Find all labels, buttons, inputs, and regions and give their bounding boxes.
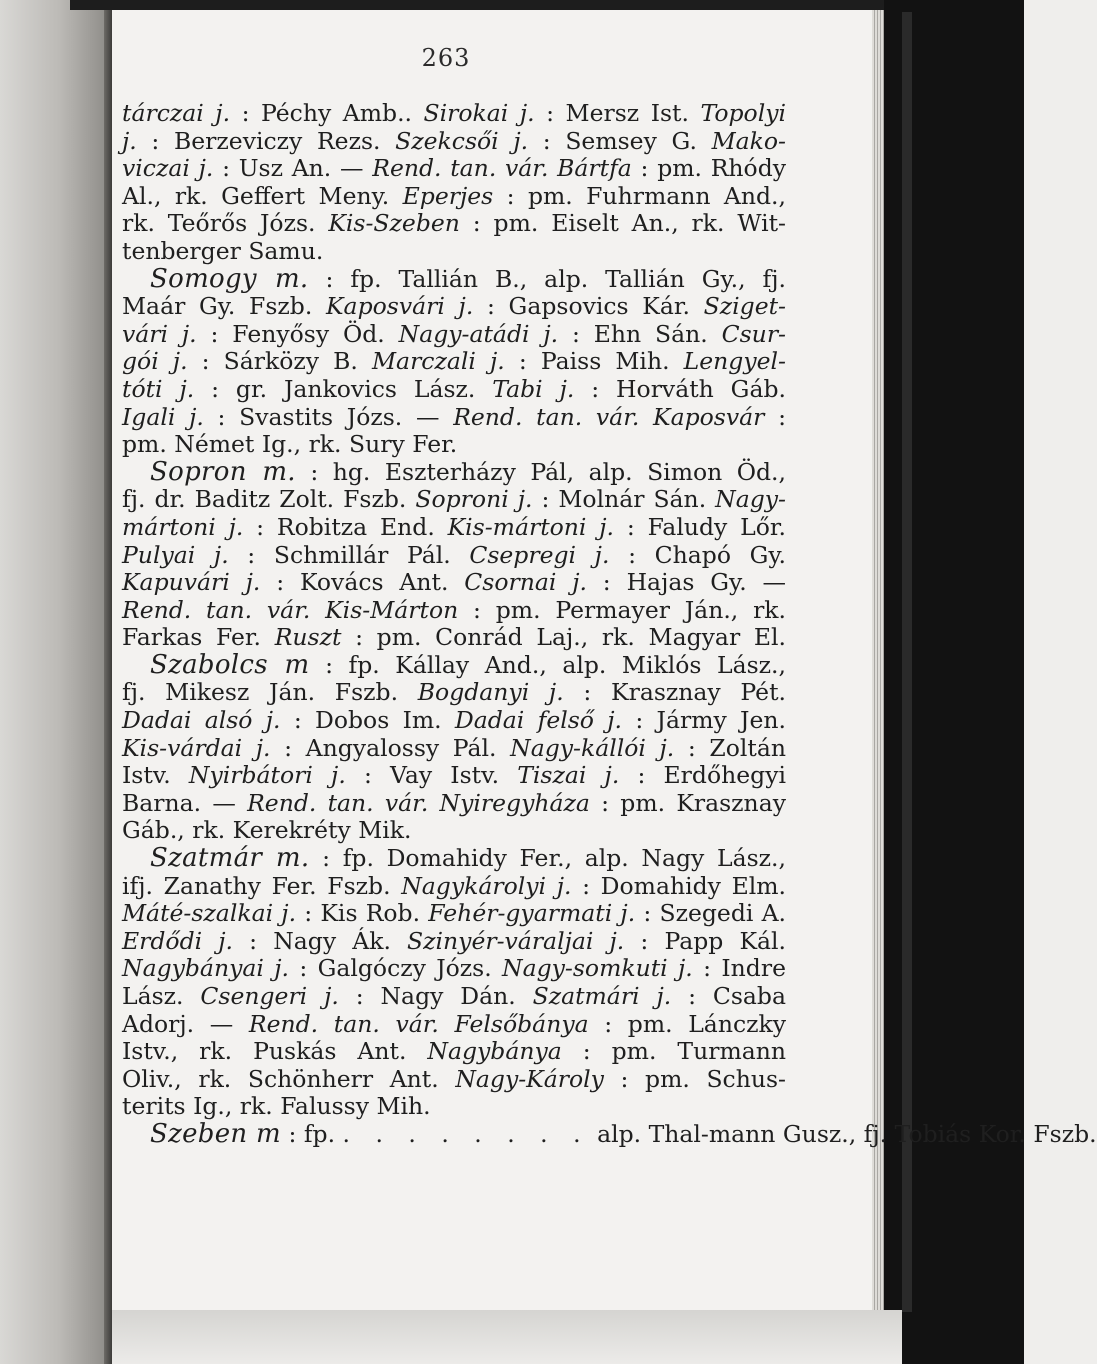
place-name: Rend. tan. vár. Bártfa <box>372 154 632 183</box>
place-name: Dadai alsó j. <box>122 706 281 735</box>
bottom-shadow <box>112 1310 902 1364</box>
text-run: Gáb., rk. Kerekréty Mik. <box>122 816 412 845</box>
text-run: : pm. Schus- <box>603 1064 786 1093</box>
text-line <box>122 263 786 294</box>
place-name: Tabi j. <box>492 374 575 403</box>
text-run: : gr. Jankovics Lász. <box>194 374 493 403</box>
place-name: vári j. <box>122 319 197 348</box>
text-line <box>122 569 786 597</box>
text-run: : Domahidy Elm. <box>571 871 787 900</box>
text-run: : Nagy Ák. <box>233 926 408 955</box>
text-line <box>122 238 786 266</box>
place-name: Rend. tan. vár. Kaposvár <box>453 402 765 431</box>
place-name: mártoni j. <box>122 512 244 541</box>
text-line <box>122 348 786 376</box>
place-name: Erdődi j. <box>122 926 234 955</box>
text-run: fj. dr. Baditz Zolt. Fszb. <box>122 485 416 514</box>
text-line <box>122 542 786 570</box>
text-line <box>122 845 786 873</box>
text-run: : Schmillár Pál. <box>228 540 470 569</box>
text-line <box>122 790 786 818</box>
place-name: Nagy- <box>715 485 786 514</box>
text-run: : Paiss Mih. <box>504 347 684 376</box>
text-line <box>122 431 786 459</box>
county-heading: Szatmár m. <box>150 843 310 874</box>
text-run: : Berzeviczy Rezs. <box>136 126 396 155</box>
place-name: Nagy-Károly <box>455 1064 604 1093</box>
text-run: : Péchy Amb.. <box>230 99 424 127</box>
text-line <box>122 376 786 404</box>
text-line <box>122 817 786 845</box>
text-run: : Zoltán <box>674 733 786 762</box>
cover-edge <box>902 12 912 1312</box>
text-line <box>122 928 786 956</box>
text-run: : Angyalossy Pál. <box>270 733 511 762</box>
text-run: : Semsey G. <box>528 126 712 155</box>
text-line <box>122 1118 1097 1149</box>
county-heading: Szeben m <box>150 1118 281 1149</box>
text-run: : Fenyősy Öd. <box>196 319 399 348</box>
place-name: Bogdanyi j. <box>417 678 564 707</box>
place-name: j. <box>122 126 137 155</box>
text-line <box>122 321 786 349</box>
place-name: Fehér-gyarmati j. <box>428 899 636 928</box>
text-run: : Usz An. — <box>213 154 373 183</box>
text-line <box>122 735 786 763</box>
text-run: : hg. Eszterházy Pál, alp. Simon Öd., <box>295 457 787 486</box>
text-run: : Galgóczy Józs. <box>288 954 503 983</box>
text-run: : pm. Turmann <box>561 1037 787 1066</box>
text-run: fj. Mikesz Ján. Fszb. <box>122 678 418 707</box>
text-run: : Ehn Sán. <box>558 319 722 348</box>
text-run: : pm. Permayer Ján., rk. <box>458 595 787 624</box>
text-run: Lász. <box>122 982 201 1010</box>
text-line <box>122 456 787 487</box>
text-run: alp. Thal- <box>589 1119 709 1148</box>
text-run: Maár Gy. Fszb. <box>122 292 326 321</box>
text-line <box>122 955 786 983</box>
place-name: Dadai felső j. <box>454 706 623 735</box>
page-body-text <box>122 99 1097 1149</box>
place-name: Csepregi j. <box>469 540 610 569</box>
scan-top-border <box>70 0 970 10</box>
place-name: Csornai j. <box>464 568 587 597</box>
place-name: Sirokai j. <box>423 99 535 127</box>
place-name: Nagy-atádi j. <box>398 319 559 348</box>
text-run: : fp. <box>281 1119 343 1148</box>
text-line <box>122 155 786 183</box>
place-name: Igali j. <box>122 402 204 431</box>
place-name: Máté-szalkai j. <box>122 899 297 928</box>
text-run: ifj. Zanathy Fer. Fszb. <box>122 871 402 900</box>
place-name: Csur- <box>721 319 786 348</box>
text-run: : Papp Kál. <box>624 926 786 955</box>
place-name: Marczali j. <box>372 347 505 376</box>
text-line <box>122 128 786 156</box>
text-run: mann Gusz., fj. Tobiás Kor. Fszb. <box>708 1119 1097 1148</box>
text-run: . . . . . . . . <box>342 1119 590 1148</box>
text-run: : Molnár Sán. <box>532 485 716 514</box>
text-line <box>122 679 786 707</box>
text-run: : Erdőhegyi <box>619 761 786 790</box>
place-name: Eperjes <box>402 181 494 210</box>
text-run: Al., rk. Geffert Meny. <box>122 181 403 210</box>
text-run: : pm. Lánczky <box>588 1009 787 1038</box>
place-name: Nagybánya <box>427 1037 562 1066</box>
text-run: : Nagy Dán. <box>338 982 533 1010</box>
text-run: : Vay Istv. <box>345 761 518 790</box>
text-run: : Szegedi A. <box>635 899 787 928</box>
page-number: 263 <box>421 44 471 72</box>
text-run: tenberger Samu. <box>122 236 324 265</box>
text-line <box>122 486 786 514</box>
text-line <box>122 404 786 432</box>
text-run: : Kis Rob. <box>296 899 429 928</box>
place-name: Kaposvári j. <box>326 292 474 321</box>
text-run: : <box>764 402 787 431</box>
place-name: Rend. tan. vár. Nyiregyháza <box>247 788 590 817</box>
text-line <box>122 1093 786 1121</box>
place-name: Mako- <box>711 126 786 155</box>
text-run: Istv. <box>122 761 189 790</box>
text-run: : Krasznay Pét. <box>563 678 787 707</box>
county-heading: Somogy m. <box>150 263 309 294</box>
text-run: Farkas Fer. <box>122 623 275 652</box>
text-line <box>122 873 786 901</box>
text-run: : Jármy Jen. <box>622 706 786 735</box>
left-page-fragment <box>0 0 108 1364</box>
text-run: : Indre <box>692 954 786 983</box>
place-name: tóti j. <box>122 374 195 403</box>
text-line <box>122 707 786 735</box>
text-line <box>122 1066 786 1094</box>
text-line <box>122 1011 786 1039</box>
text-line <box>122 624 786 652</box>
text-run: Barna. — <box>122 788 248 817</box>
place-name: Lengyel- <box>683 347 786 376</box>
text-run: : Chapó Gy. <box>609 540 786 569</box>
text-line <box>122 293 786 321</box>
place-name: Pulyai j. <box>122 540 229 569</box>
place-name: Szekcsői j. <box>395 126 529 155</box>
place-name: Soproni j. <box>415 485 533 514</box>
text-line <box>122 649 786 680</box>
place-name: Nagy-somkuti j. <box>502 954 693 983</box>
text-run: : Mersz Ist. <box>534 99 701 127</box>
text-run: : fp. Tallián B., alp. Tallián Gy., fj. <box>308 264 786 293</box>
place-name: Ruszt <box>274 623 342 652</box>
text-run: : pm. Fuhrmann And., <box>493 181 786 210</box>
text-run: pm. Német Ig., rk. Sury Fer. <box>122 430 458 459</box>
text-line <box>122 1038 786 1066</box>
text-line <box>122 100 786 128</box>
text-run: : Hajas Gy. — <box>586 568 787 597</box>
text-run: Istv., rk. Puskás Ant. <box>122 1037 428 1066</box>
place-name: gói j. <box>122 347 188 376</box>
place-name: Topolyi <box>700 99 786 127</box>
text-line <box>122 183 786 211</box>
text-line <box>122 762 786 790</box>
place-name: Nagykárolyi j. <box>401 871 572 900</box>
text-run: Adorj. — <box>122 1009 249 1038</box>
text-line <box>122 597 786 625</box>
place-name: Kis-mártoni j. <box>447 512 615 541</box>
place-name: Rend. tan. vár. Felsőbánya <box>248 1009 589 1038</box>
text-line <box>122 900 786 928</box>
text-run: : Kovács Ant. <box>260 568 465 597</box>
text-run: : pm. Rhódy <box>631 154 787 183</box>
place-name: Tiszai j. <box>517 761 620 790</box>
place-name: tárczai j. <box>122 99 231 127</box>
place-name: Sziget- <box>703 292 786 321</box>
text-line <box>122 210 786 238</box>
text-run: : Robitza End. <box>243 512 448 541</box>
place-name: Szinyér-váraljai j. <box>407 926 625 955</box>
place-name: viczai j. <box>122 154 214 183</box>
text-run: : Horváth Gáb. <box>574 374 786 403</box>
text-run: : Faludy Lőr. <box>614 512 786 541</box>
place-name: Szatmári j. <box>532 982 672 1010</box>
text-run: : Svastits Józs. — <box>203 402 454 431</box>
county-heading: Sopron m. <box>150 456 296 487</box>
text-run: terits Ig., rk. Falussy Mih. <box>122 1092 431 1121</box>
text-run: Oliv., rk. Schönherr Ant. <box>122 1064 456 1093</box>
place-name: Rend. tan. vár. Kis-Márton <box>122 595 459 624</box>
text-run: : fp. Domahidy Fer., alp. Nagy Lász., <box>309 844 786 873</box>
text-run: : Sárközy B. <box>187 347 372 376</box>
text-run: : pm. Conrád Laj., rk. Magyar El. <box>341 623 786 652</box>
place-name: Kis-Szeben <box>328 209 460 238</box>
text-run: : pm. Krasznay <box>589 788 786 817</box>
text-run: : Csaba <box>671 982 786 1010</box>
text-run: : Dobos Im. <box>280 706 455 735</box>
place-name: Csengeri j. <box>200 982 339 1010</box>
text-line <box>122 514 786 542</box>
county-heading: Szabolcs m <box>150 649 310 680</box>
text-run: : pm. Eiselt An., rk. Wit- <box>459 209 787 238</box>
text-run: rk. Teőrős Józs. <box>122 209 329 238</box>
place-name: Kis-várdai j. <box>122 733 271 762</box>
text-line <box>122 983 786 1011</box>
place-name: Nagy-kállói j. <box>510 733 675 762</box>
place-name: Kapuvári j. <box>122 568 261 597</box>
place-name: Nyirbátori j. <box>188 761 346 790</box>
text-run: : fp. Kállay And., alp. Miklós Lász., <box>309 650 786 679</box>
text-run: : Gapsovics Kár. <box>473 292 704 321</box>
place-name: Nagybányai j. <box>122 954 289 983</box>
